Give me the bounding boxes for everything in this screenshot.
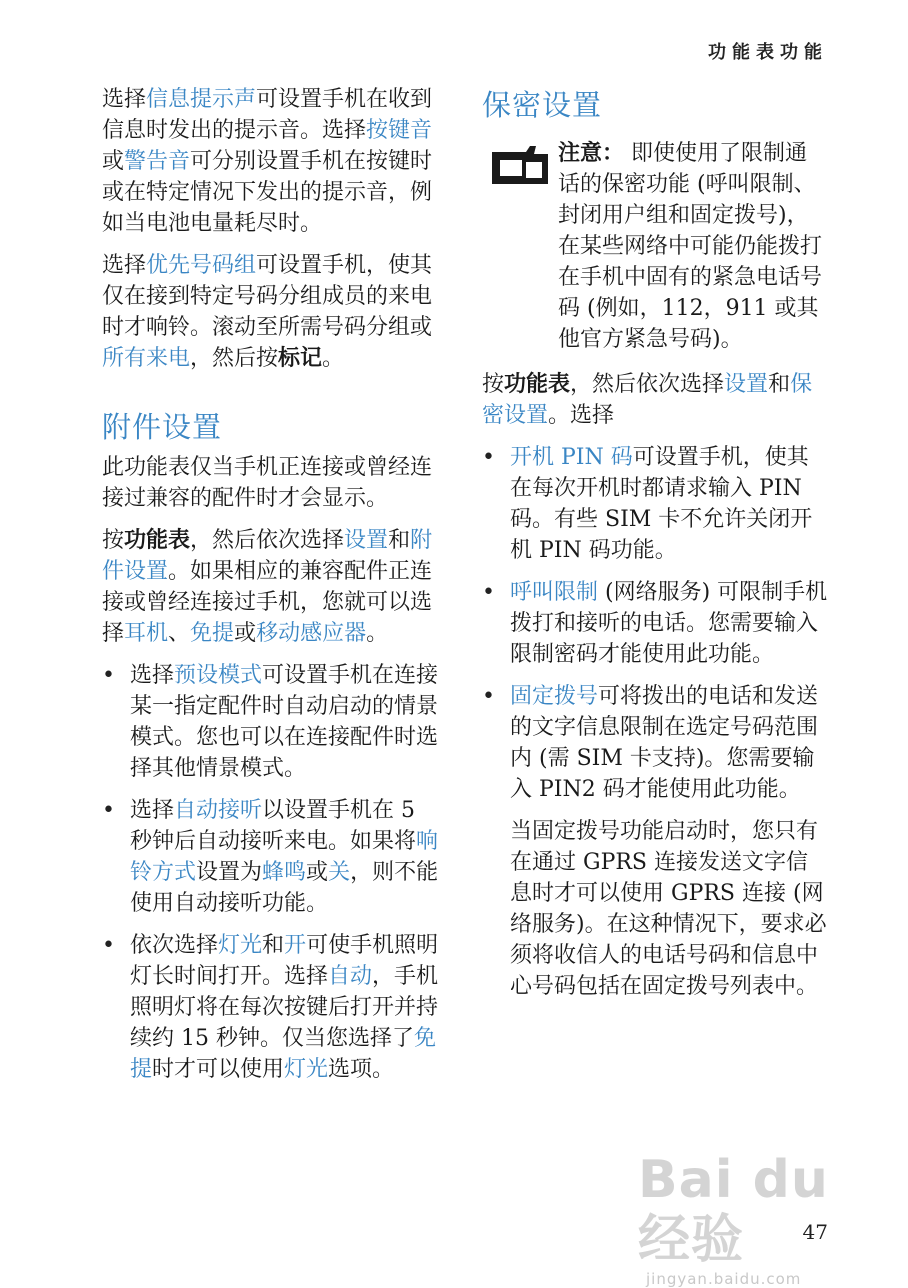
- note-hand-icon: [482, 144, 558, 186]
- note-text: 注意： 即使使用了限制通话的保密功能 (呼叫限制、封闭用户组和固定拨号)，在某些网络中可能仍能拨打在手机中固有的紧急电话号码 (例如，112，911 或其他官方紧急号码)。: [558, 140, 823, 352]
- menu-term: 免提: [130, 1026, 436, 1082]
- softkey-term: 功能表: [124, 527, 191, 553]
- menu-term: 固定拨号: [510, 684, 599, 709]
- section-heading-accessory: 附件设置: [102, 410, 223, 444]
- paragraph-message-tone: 选择信息提示声可设置手机在收到信息时发出的提示音。选择按键音或警告音可分别设置手机在按键时或在特定情况下发出的提示音，例如当电池电量耗尽时。: [102, 87, 433, 236]
- watermark-logo: Bai du 经验: [638, 1150, 829, 1270]
- menu-term: 自动接听: [174, 798, 263, 823]
- menu-term: 自动: [328, 964, 373, 989]
- softkey-term: 功能表: [504, 371, 571, 397]
- list-item: • 固定拨号可将拨出的电话和发送的文字信息限制在选定号码范围内 (需 SIM 卡支持)。您需要输入 PIN2 码才能使用此功能。: [482, 681, 828, 805]
- menu-term: 设置: [724, 372, 769, 397]
- note-block: [482, 138, 828, 355]
- menu-term: 开机 PIN 码: [510, 445, 633, 470]
- watermark-url: jingyan.baidu.com: [646, 1270, 802, 1288]
- menu-term: 灯光: [218, 933, 263, 958]
- list-item: • 呼叫限制 (网络服务) 可限制手机拨打和接听的电话。您需要输入限制密码才能使用此功能。: [482, 577, 828, 670]
- menu-term: 按键音: [366, 118, 433, 143]
- paragraph-security-menu: 按功能表，然后依次选择设置和保密设置。选择: [482, 371, 813, 428]
- accessory-options-list: [102, 660, 442, 1085]
- menu-term: 优先号码组: [146, 253, 257, 278]
- running-header: 功能表功能: [708, 42, 828, 63]
- security-options-list: [482, 442, 828, 805]
- menu-term: 警告音: [124, 149, 191, 174]
- paragraph-accessory-menu: 按功能表，然后依次选择设置和附件设置。如果相应的兼容配件正连接或曾经连接过手机，您就可以选择耳机、免提或移动感应器。: [102, 527, 433, 646]
- page-number: 47: [802, 1220, 828, 1244]
- list-item: • 依次选择灯光和开可使手机照明灯长时间打开。选择自动，手机照明灯将在每次按键后打开并持续约 15 秒钟。仅当您选择了免提时才可以使用灯光选项。: [102, 930, 442, 1085]
- menu-term: 所有来电: [102, 346, 191, 371]
- menu-term: 预设模式: [174, 663, 263, 688]
- menu-term: 移动感应器: [256, 621, 367, 646]
- note-label: 注意：: [558, 140, 625, 166]
- menu-term: 信息提示声: [146, 87, 257, 112]
- menu-term: 蜂鸣: [262, 860, 307, 885]
- right-column: [482, 84, 828, 1013]
- menu-term: 耳机: [124, 621, 169, 646]
- menu-term: 设置: [344, 528, 389, 553]
- menu-term: 灯光: [284, 1057, 329, 1082]
- paragraph-fixed-dialing-gprs: 当固定拨号功能启动时，您只有在通过 GPRS 连接发送文字信息时才可以使用 GPRS 连接 (网络服务)。在这种情况下，要求必须将收信人的电话号码和信息中心号码包括在固定拨号列表中。: [510, 819, 827, 999]
- list-item: • 开机 PIN 码可设置手机，使其在每次开机时都请求输入 PIN 码。有些 SIM 卡不允许关闭开机 PIN 码功能。: [482, 442, 828, 566]
- menu-term: 附件设置: [102, 528, 433, 584]
- left-column: [102, 84, 442, 1096]
- menu-term: 保密设置: [482, 372, 813, 428]
- menu-term: 开: [284, 933, 307, 958]
- menu-term: 免提: [190, 621, 235, 646]
- paragraph-accessory-intro: 此功能表仅当手机正连接或曾经连接过兼容的配件时才会显示。: [102, 455, 433, 511]
- menu-term: 关: [328, 860, 351, 885]
- menu-term: 响铃方式: [130, 829, 439, 885]
- list-item: • 选择预设模式可设置手机在连接某一指定配件时自动启动的情景模式。您也可以在连接配件时选择其他情景模式。: [102, 660, 442, 784]
- menu-term: 呼叫限制: [510, 580, 599, 605]
- section-heading-security: 保密设置: [482, 88, 603, 122]
- list-item: • 选择自动接听以设置手机在 5 秒钟后自动接听来电。如果将响铃方式设置为蜂鸣或关，则不能使用自动接听功能。: [102, 795, 442, 919]
- softkey-term: 标记: [278, 345, 323, 371]
- paragraph-priority-group: 选择优先号码组可设置手机，使其仅在接到特定号码分组成员的来电时才响铃。滚动至所需号码分组或所有来电，然后按标记。: [102, 253, 433, 371]
- watermark: [638, 1150, 868, 1288]
